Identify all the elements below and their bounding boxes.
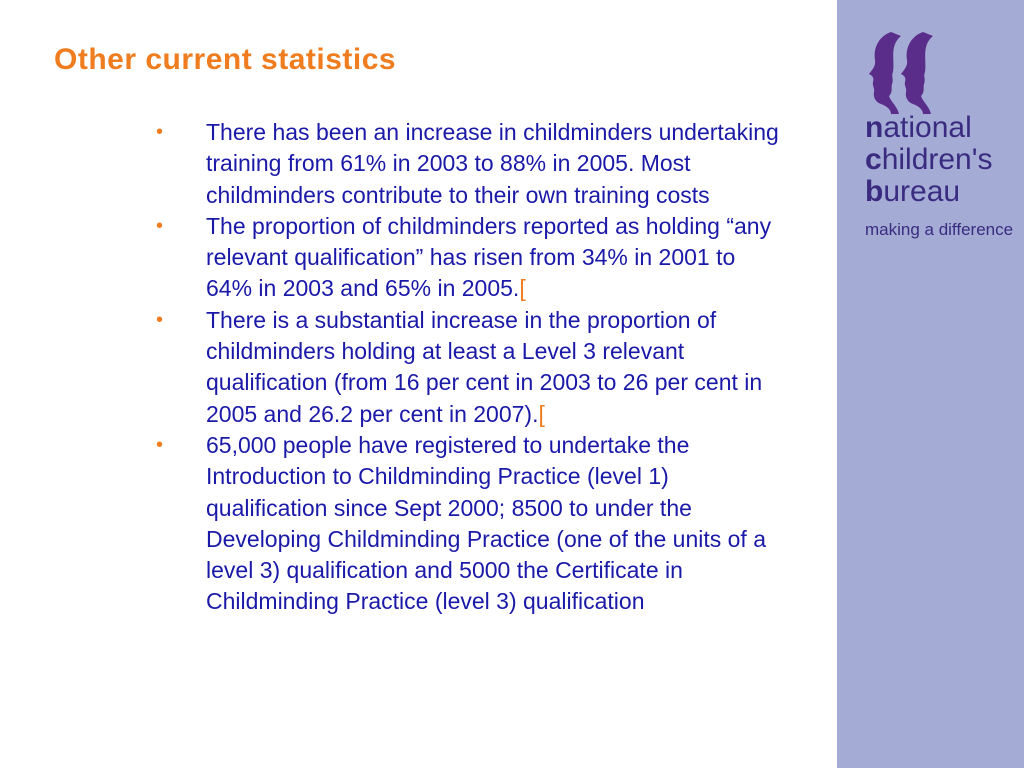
bullet-item bbox=[156, 211, 786, 305]
bullet-marker: • bbox=[156, 121, 164, 143]
bullet-text: There has been an increase in childminders undertaking training from 61% in 2003 to 88% in 2005. Most childminders contribute to their own training costs bbox=[206, 119, 779, 208]
bullet-item bbox=[156, 117, 786, 211]
slide-title: Other current statistics bbox=[54, 43, 397, 76]
bullet-marker: • bbox=[156, 214, 164, 237]
bullet-text: There is a substantial increase in the proportion of childminders holding at least a Level 3 relevant qualification (from 16 per cent in 2003 to 26 per cent in 2005 and 26.2 per cent in 2007). bbox=[206, 306, 763, 427]
org-name bbox=[865, 112, 992, 208]
reference-bracket: [ bbox=[519, 275, 526, 302]
logo-sidebar bbox=[837, 0, 1024, 768]
org-name-line bbox=[865, 112, 992, 144]
bullet-item bbox=[156, 430, 786, 618]
org-name-rest: ureau bbox=[883, 175, 961, 208]
org-name-line bbox=[865, 176, 992, 208]
bullet-item bbox=[156, 305, 786, 430]
org-name-initial: b bbox=[865, 175, 884, 208]
reference-bracket: [ bbox=[538, 400, 545, 427]
org-name-line bbox=[865, 144, 992, 176]
bullet-marker: • bbox=[156, 433, 164, 456]
bullet-marker: • bbox=[156, 308, 164, 331]
bullet-text: 65,000 people have registered to undertake the Introduction to Childminding Practice (level 1) qualification since Sept 2000; 8500 to under the Developing Childminding Practice (one of the units of a level 3) qualification and 5000 the Certificate in Childminding Practice (level 3) qualification bbox=[206, 431, 766, 615]
faces-logo-icon bbox=[861, 30, 933, 116]
bullet-list bbox=[156, 117, 786, 618]
org-name-initial: n bbox=[865, 111, 884, 144]
org-name-rest: ational bbox=[883, 111, 972, 144]
bullet-text: The proportion of childminders reported as holding “any relevant qualification” has risen from 34% in 2001 to 64% in 2003 and 65% in 2005. bbox=[206, 212, 772, 302]
org-tagline: making a difference bbox=[865, 220, 1014, 239]
org-name-rest: hildren's bbox=[881, 143, 993, 176]
org-name-initial: c bbox=[865, 143, 882, 176]
